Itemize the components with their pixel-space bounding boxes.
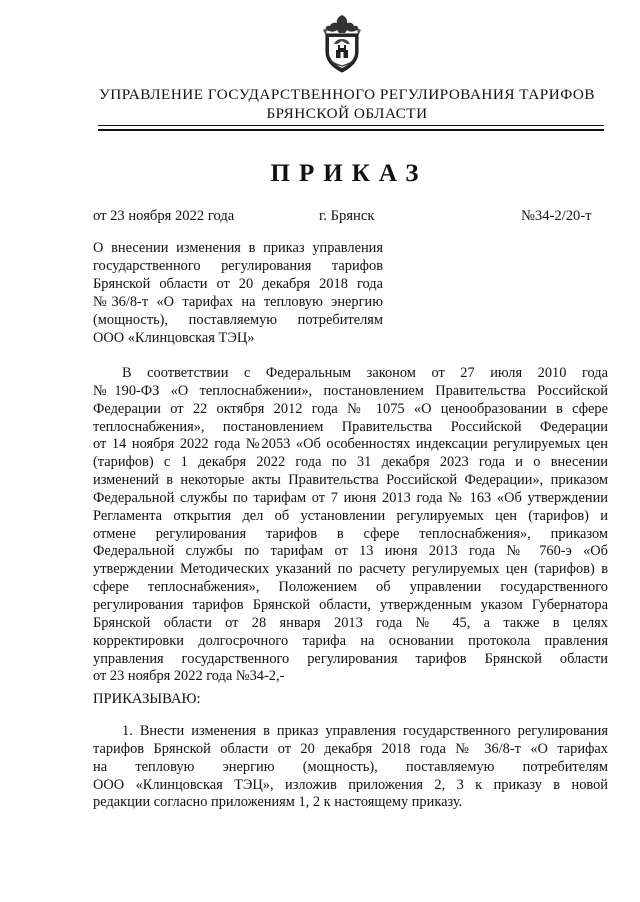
preamble-line: регулирования тарифов Брянской области, утвержденным указом Губернатора [93,596,608,613]
preamble-line: Регламента открытия дел об установлении регулируемых цен (тарифов) и [93,507,608,524]
preamble-line: сфере теплоснабжения», Положением об управлении государственного [93,579,608,596]
order-heading: ПРИКАЗЫВАЮ: [93,691,201,707]
preamble-line: теплоснабжения», постановлением Правительства Российской Федерации [93,418,608,435]
header-divider-thin [98,125,604,126]
preamble-line: Федеральной службы по тарифам от 13 июня 2013 года № 760-э «Об [93,543,608,560]
preamble-line: от 23 ноября 2022 года №34-2,- [93,668,285,685]
preamble-line: Брянской области от 28 января 2013 года № 45, а также в целях [93,614,608,631]
document-number: №34-2/20-т [521,208,592,224]
subject-line: О внесении изменения в приказ управления [93,240,383,256]
document-subject [93,240,383,347]
subject-line: государственного регулирования тарифов [93,257,383,274]
subject-line: №36/8-т «О тарифах на тепловую энергию [93,293,383,310]
subject-line: ООО «Клинцовская ТЭЦ» [93,329,255,346]
preamble-line: №190-ФЗ «О теплоснабжении», постановлением Правительства Российской [93,382,608,399]
document-title: ПРИКАЗ [270,160,428,187]
organization-name-line-2: БРЯНСКОЙ ОБЛАСТИ [266,105,428,122]
order-item-line: тарифов Брянской области от 20 декабря 2018 года № 36/8-т «О тарифах [93,740,608,757]
order-item-line: 1. Внести изменения в приказ управления государственного регулирования [122,723,608,739]
order-item-line: на тепловую энергию (мощность), поставляемую потребителям [93,758,608,775]
order-item-1 [93,723,608,812]
preamble-line: отмене регулирования тарифов в сфере теплоснабжения», приказом [93,525,608,542]
subject-line: (мощность), поставляемую потребителям [93,311,383,328]
preamble-line: изменений в некоторые акты Правительства Российской Федерации», приказом [93,472,608,489]
preamble-line: утверждении Методических указаний по расчету регулируемых цен (тарифов) в [93,561,608,578]
preamble-line: Федерации от 22 октября 2012 года № 1075 «О ценообразовании в сфере [93,400,608,417]
preamble-line: корректировки долгосрочного тарифа на основании протокола правления [93,632,608,649]
document-date: от 23 ноября 2022 года [93,208,235,224]
preamble-line: В соответствии с Федеральным законом от 27 июля 2010 года [122,365,608,381]
subject-line: Брянской области от 20 декабря 2018 года [93,275,383,292]
preamble-line: (тарифов) с 1 декабря 2022 года по 31 декабря 2023 года и о внесении [93,454,608,471]
preamble-line: от 14 ноября 2022 года №2053 «Об особенностях индексации регулируемых цен [93,436,608,453]
coat-of-arms-icon [317,14,367,74]
preamble-line: управления государственного регулирования тарифов Брянской области [93,650,608,667]
order-item-line: ООО «Клинцовская ТЭЦ», изложив приложения 2, 3 к приказу в новой [93,776,608,793]
header-divider-thick [98,129,604,131]
organization-name-line-1: УПРАВЛЕНИЕ ГОСУДАРСТВЕННОГО РЕГУЛИРОВАНИЯ ТАРИФОВ [99,86,595,103]
preamble-line: Федеральной службы по тарифам от 7 июня 2013 года № 163 «Об утверждении [93,489,608,506]
order-item-line: редакции согласно приложениям 1, 2 к настоящему приказу. [93,794,463,811]
document-city: г. Брянск [319,208,375,224]
preamble-paragraph [93,365,608,686]
